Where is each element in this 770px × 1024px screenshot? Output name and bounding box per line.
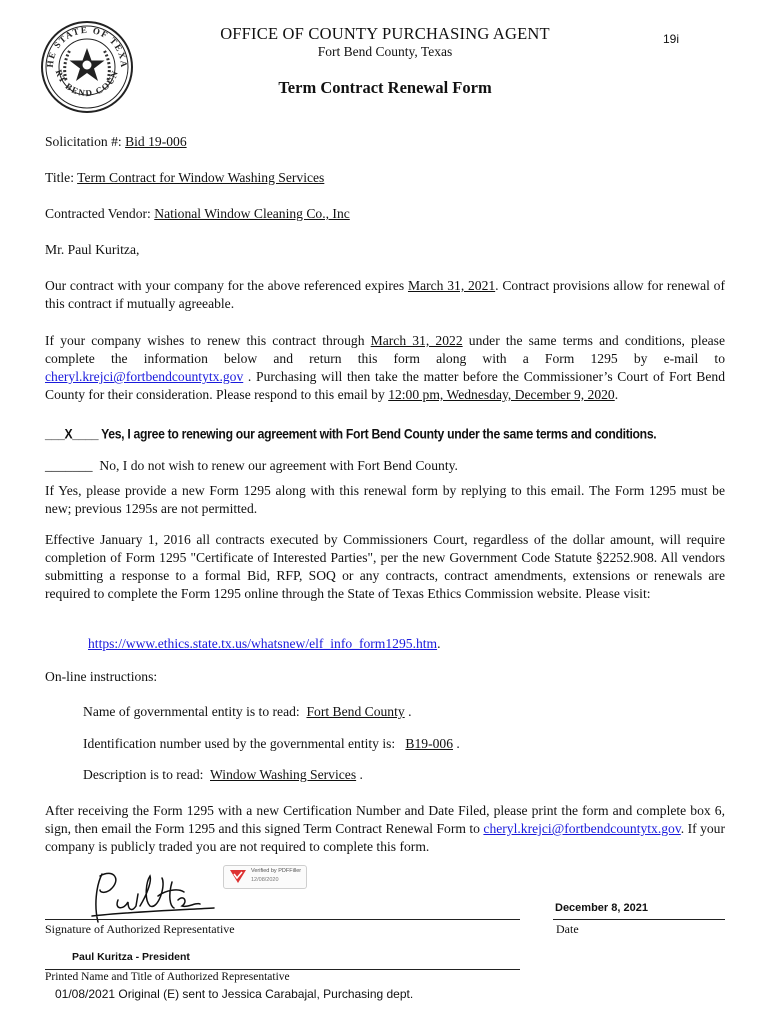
expiry-date: March 31, 2021: [407, 278, 496, 293]
ethics-link-line: https://www.ethics.state.tx.us/whatsnew/elf_info_form1295.htm.: [88, 636, 441, 651]
solicitation-value: Bid 19-006: [125, 134, 187, 149]
no-blank[interactable]: _______: [45, 458, 93, 473]
title-value: Term Contract for Window Washing Services: [77, 170, 325, 185]
seal-bottom-text: RT BEND COUN: [53, 68, 121, 99]
vendor-value: National Window Cleaning Co., Inc: [154, 206, 350, 221]
badge-line-1: Verified by PDFFiller: [251, 868, 302, 874]
no-option: [45, 458, 458, 474]
instruction-description: Description is to read: Window Washing Services .: [83, 767, 363, 782]
paragraph-contract-expiry: Our contract with your company for the above referenced expires March 31, 2021. Contract provisions allow for renewal of this contract if mutually agreeable.: [45, 278, 725, 311]
paragraph-form-1295-new: If Yes, please provide a new Form 1295 along with this renewal form by replying to this email. The Form 1295 must be new; previous 1295s are not permitted.: [45, 483, 725, 516]
description-value: Window Washing Services: [210, 767, 357, 782]
pdffiller-logo-icon: [230, 870, 246, 884]
renewal-date: March 31, 2022: [370, 333, 463, 348]
response-deadline: 12:00 pm, Wednesday, December 9, 2020: [388, 387, 615, 402]
entity-value: Fort Bend County: [306, 704, 405, 719]
instruction-id: Identification number used by the governmental entity is: B19-006 .: [83, 736, 460, 751]
instruction-entity: Name of governmental entity is to read: Fort Bend County .: [83, 704, 412, 719]
office-title: OFFICE OF COUNTY PURCHASING AGENT: [220, 24, 550, 43]
vendor-label: Contracted Vendor:: [45, 206, 151, 221]
online-instructions-label: On-line instructions:: [45, 669, 158, 684]
yes-blank-post: ____: [72, 425, 99, 443]
no-text: No, I do not wish to renew our agreement with Fort Bend County.: [99, 458, 458, 473]
seal-top-text: HE STATE OF TEXA: [44, 24, 130, 69]
verified-badge: [223, 865, 307, 889]
signature-line: [45, 919, 520, 920]
solicitation-label: Solicitation #:: [45, 134, 122, 149]
salutation: Mr. Paul Kuritza,: [45, 242, 140, 257]
signature-label: Signature of Authorized Representative: [45, 922, 235, 936]
date-line: [553, 919, 725, 920]
yes-option: [45, 425, 656, 443]
signed-date: December 8, 2021: [555, 902, 648, 914]
title-label: Title:: [45, 170, 74, 185]
id-value: B19-006: [405, 736, 453, 751]
title-line: [45, 170, 324, 186]
county-seal: [40, 20, 134, 114]
yes-text: Yes, I agree to renewing our agreement with Fort Bend County under the same terms and conditions.: [98, 425, 657, 443]
footer-note: 01/08/2021 Original (E) sent to Jessica Carabajal, Purchasing dept.: [55, 987, 414, 1001]
page-reference: 19i: [663, 32, 680, 46]
yes-mark[interactable]: X: [64, 425, 73, 443]
email-link-2[interactable]: cheryl.krejci@fortbendcountytx.gov: [483, 821, 681, 836]
ethics-link[interactable]: https://www.ethics.state.tx.us/whatsnew/elf_info_form1295.htm: [88, 636, 438, 651]
paragraph-submission-instructions: After receiving the Form 1295 with a new Certification Number and Date Filed, please print the form and complete box 6, sign, then email the Form 1295 and this signed Term Contract Renewal Form to cheryl.krejci@fortbendcountytx.gov. If your company is publicly traded you are not required to complete this form.: [45, 803, 726, 854]
printed-name-label: Printed Name and Title of Authorized Representative: [45, 971, 290, 983]
printed-name: Paul Kuritza - President: [72, 951, 190, 963]
yes-blank-pre: ___: [45, 425, 65, 443]
paragraph-renewal-request: If your company wishes to renew this contract through March 31, 2022 under the same terms and conditions, please complete the information below and return this form along with a Form 1295 by e-mail to cheryl.krejci@fortbendcountytx.gov . Purchasing will then take the matter before the Commissioner’s Court of Fort Bend County for their consideration. Please respond to this email by 12:00 pm, Wednesday, December 9, 2020.: [45, 333, 726, 402]
solicitation-line: [45, 134, 187, 150]
county-name: Fort Bend County, Texas: [317, 44, 453, 59]
printed-name-line: [45, 969, 520, 970]
county-seal-icon: [40, 20, 134, 114]
email-link[interactable]: cheryl.krejci@fortbendcountytx.gov: [45, 369, 244, 384]
paragraph-form-1295-requirement: Effective January 1, 2016 all contracts executed by Commissioners Court, regardless of the dollar amount, will require completion of Form 1295 "Certificate of Interested Parties", per the new Government Code Statute §2252.908. All vendors submitting a response to a formal Bid, RFP, SOQ or any contracts, contract amendments, extensions or renewals are required to complete the Form 1295 online through the State of Texas Ethics Commission website. Please visit:: [45, 532, 725, 601]
form-title: Term Contract Renewal Form: [278, 78, 492, 97]
vendor-line: [45, 206, 350, 222]
date-label: Date: [556, 922, 579, 936]
badge-line-2: 12/08/2020: [251, 877, 279, 883]
